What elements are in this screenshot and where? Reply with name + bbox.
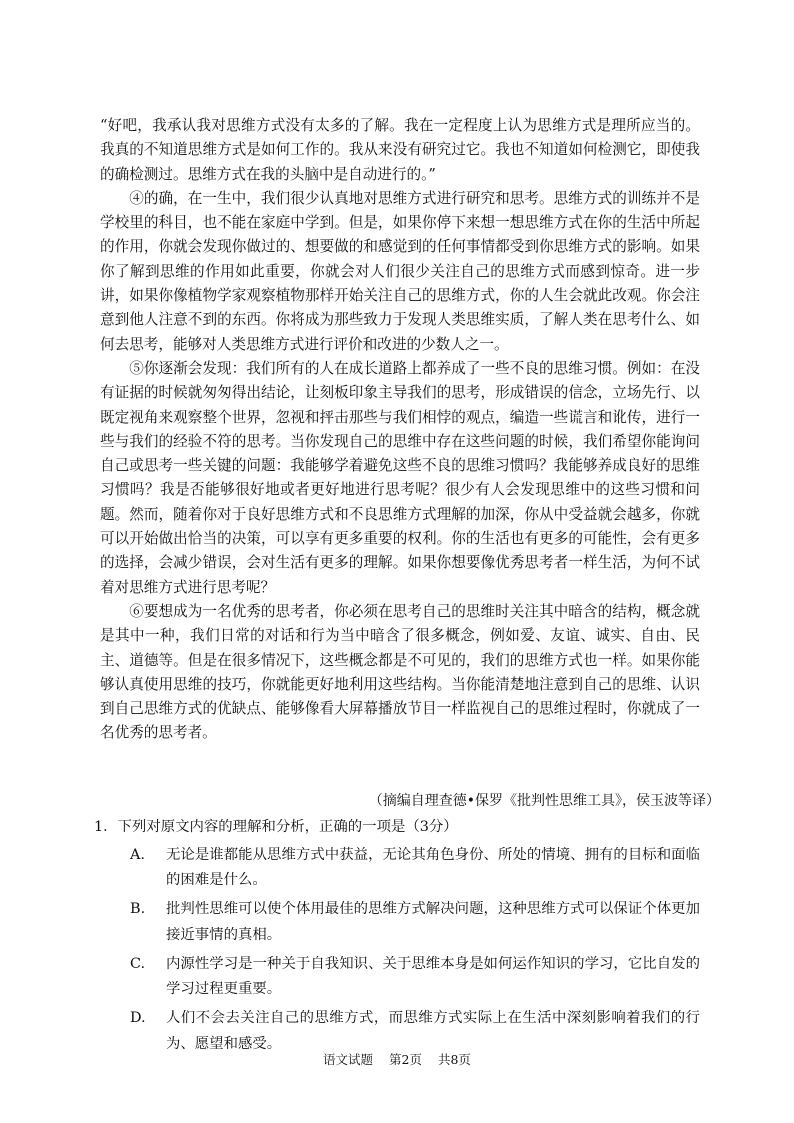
option-letter: D. <box>130 1010 146 1026</box>
passage-paragraph-5: ⑤你逐渐会发现：我们所有的人在成长道路上都养成了一些不良的思维习惯。例如：在没有证据的时候就匆匆得出结论，让刻板印象主导我们的思考，形成错误的信念，立场先行、以既定视角来观察整个世界，忽视和抨击那些与我们相悖的观点，编造一些谎言和讹传，进行一些与我们的经验不符的思考。当你发现自己的思维中存在这些问题的时候，我们希望你能询问自己或思考一些关键的问题：我能够学着避免这些不良的思维习惯吗？我能够养成良好的思维习惯吗？我是否能够很好地或者更好地进行思考呢？很少有人会发现思维中的这些习惯和问题。然而，随着你对于良好思维方式和不良思维方式理解的加深，你从中受益就会越多，你就可以开始做出恰当的决策，可以享有更多重要的权利。你的生活也有更多的可能性，会有更多的选择，会减少错误，会对生活有更多的理解。如果你想要像优秀思考者一样生活，为何不试着对思维方式进行思考呢？ <box>100 359 700 596</box>
question-1 <box>94 815 714 1057</box>
page-footer <box>0 1051 794 1069</box>
option-letter: A. <box>130 846 145 863</box>
option-text: 人们不会去关注自己的思维方式，而思维方式实际上在生活中深刻影响着我们的行为、愿望和感受。 <box>166 1010 700 1052</box>
option-letter: B. <box>130 901 146 917</box>
answer-options <box>94 843 714 1058</box>
passage-source: （摘编自理查德•保罗《批判性思维工具》，侯玉波等译） <box>368 793 720 809</box>
option-d <box>94 1006 714 1057</box>
footer-total-pages: 共8页 <box>437 1052 471 1067</box>
question-stem: 1．下列对原文内容的理解和分析，正确的一项是（3分） <box>94 819 458 835</box>
reading-passage <box>100 114 700 746</box>
option-text: 内源性学习是一种关于自我知识、关于思维本身是如何运作知识的学习，它比自发的学习过程更重要。 <box>166 955 700 997</box>
option-b <box>94 897 714 948</box>
option-letter: C. <box>130 955 146 972</box>
option-text: 批判性思维可以使个体用最佳的思维方式解决问题，这种思维方式可以保证个体更加接近事情的真相。 <box>166 901 700 943</box>
footer-page-number: 第2页 <box>389 1052 422 1067</box>
option-c <box>94 952 714 1003</box>
passage-paragraph-4: ④的确，在一生中，我们很少认真地对思维方式进行研究和思考。思维方式的训练并不是学校里的科目，也不能在家庭中学到。但是，如果你停下来想一想思维方式在你的生活中所起的作用，你就会发现你做过的、想要做的和感觉到的任何事情都受到你思维方式的影响。如果你了解到思维的作用如此重要，你就会对人们很少关注自己的思维方式而感到惊奇。进一步讲，如果你像植物学家观察植物那样开始关注自己的思维方式，你的人生会就此改观。你会注意到他人注意不到的东西。你将成为那些致力于发现人类思维实质，了解人类在思考什么、如何去思考，能够对人类思维方式进行评价和改进的少数人之一。 <box>100 189 700 353</box>
option-a <box>94 843 714 894</box>
footer-subject: 语文试题 <box>323 1052 374 1067</box>
passage-paragraph-quote: “好吧，我承认我对思维方式没有太多的了解。我在一定程度上认为思维方式是理所应当的。我真的不知道思维方式是如何工作的。我从来没有研究过它。我也不知道如何检测它，即使我的确检测过。思维方式在我的头脑中是自动进行的。” <box>100 117 700 183</box>
passage-paragraph-6: ⑥要想成为一名优秀的思考者，你必须在思考自己的思维时关注其中暗含的结构，概念就是其中一种，我们日常的对话和行为当中暗含了很多概念，例如爱、友谊、诚实、自由、民主、道德等。但是在很多情况下，这些概念都是不可见的，我们的思维方式也一样。如果你能够认真使用思维的技巧，你就能更好地利用这些结构。当你能清楚地注意到自己的思维、认识到自己思维方式的优缺点、能够像看大屏幕播放节目一样监视自己的思维过程时，你就成了一名优秀的思考者。 <box>100 602 700 742</box>
option-text: 无论是谁都能从思维方式中获益，无论其角色身份、所处的情境、拥有的目标和面临的困难是什么。 <box>166 846 700 888</box>
